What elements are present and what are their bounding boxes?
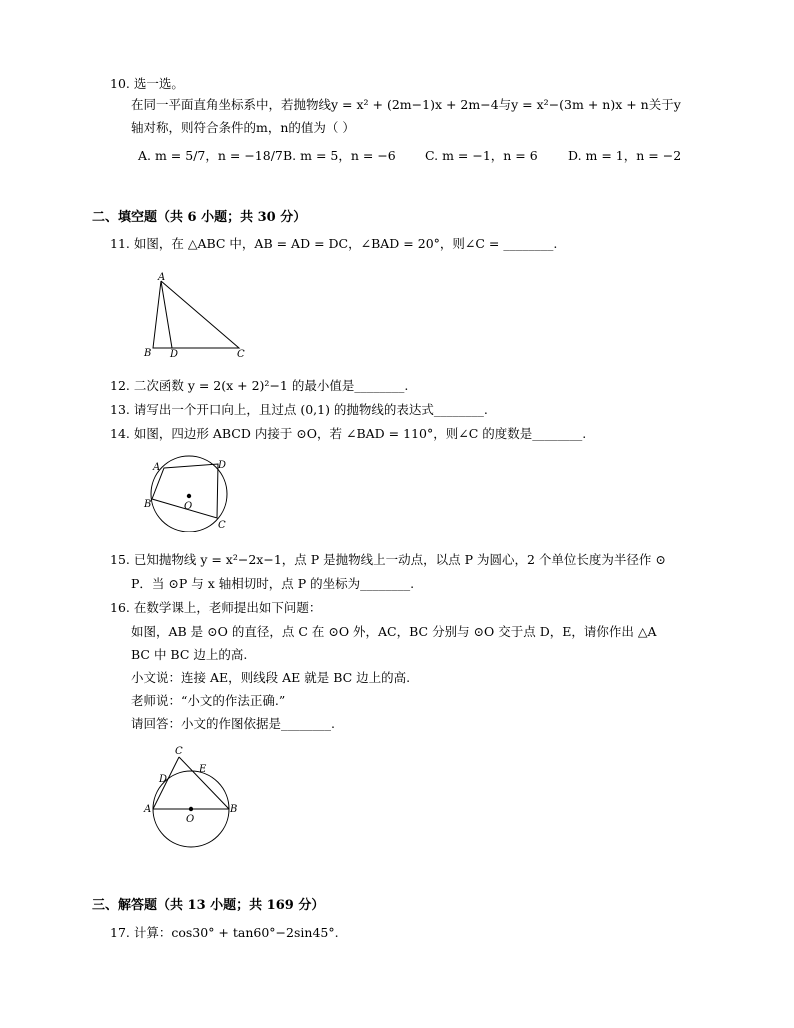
q13-text: 13. 请写出一个开口向上，且过点 (0,1) 的抛物线的表达式________.	[110, 402, 488, 417]
q15-line2: P．当 ⊙P 与 x 轴相切时，点 P 的坐标为________.	[131, 576, 415, 591]
q16-line4: 小文说：连接 AE，则线段 AE 就是 BC 边上的高.	[131, 670, 411, 685]
q16-label-b: B	[230, 804, 238, 815]
q14-label-a: A	[153, 462, 161, 473]
q14-label-c: C	[218, 520, 226, 531]
section-2-heading: 二、填空题（共 6 小题；共 30 分）	[92, 210, 307, 225]
q12-text: 12. 二次函数 y = 2(x + 2)²−1 的最小值是________.	[110, 378, 409, 393]
q16-label-a: A	[144, 804, 152, 815]
q16-circle-figure	[140, 742, 250, 852]
q10-title: 10. 选一选。	[110, 76, 184, 91]
q10-option-d: D. m = 1，n = −2	[568, 148, 682, 163]
q14-text: 14. 如图，四边形 ABCD 内接于 ⊙O，若 ∠BAD = 110°，则∠C 的度数是________.	[110, 426, 587, 441]
q14-label-d: D	[218, 460, 227, 471]
q16-line6: 请回答：小文的作图依据是________.	[131, 716, 335, 731]
q10-option-c: C. m = −1，n = 6	[425, 148, 538, 163]
q10-option-a: A. m = 5/7，n = −18/7	[138, 148, 283, 163]
q11-label-b: B	[144, 348, 152, 359]
q16-line1: 16. 在数学课上，老师提出如下问题：	[110, 600, 322, 615]
q16-label-e: E	[199, 764, 207, 775]
q16-label-c: C	[175, 746, 183, 757]
q10-stem-line2: 轴对称，则符合条件的m，n的值为（ ）	[131, 120, 355, 135]
q11-triangle-figure	[140, 270, 260, 362]
q16-line2: 如图，AB 是 ⊙O 的直径，点 C 在 ⊙O 外，AC，BC 分别与 ⊙O 交于点 D，E，请你作出 △A	[131, 624, 657, 639]
q11-text: 11. 如图，在 △ABC 中，AB = AD = DC，∠BAD = 20°，则∠C = ________.	[110, 236, 558, 251]
q16-label-d: D	[159, 774, 168, 785]
q11-label-d: D	[170, 349, 179, 360]
q10-option-b: B. m = 5，n = −6	[283, 148, 396, 163]
q16-label-o: O	[186, 814, 195, 825]
q16-line5: 老师说：“小文的作法正确.”	[131, 693, 286, 708]
q10-stem-line1: 在同一平面直角坐标系中，若抛物线y = x² + (2m−1)x + 2m−4与y = x²−(3m + n)x + n关于y	[131, 97, 681, 112]
q14-label-o: O	[184, 501, 193, 512]
q11-label-a: A	[158, 272, 166, 283]
q16-line3: BC 中 BC 边上的高.	[131, 647, 248, 662]
q17-text: 17. 计算：cos30° + tan60°−2sin45°.	[110, 925, 339, 940]
q11-label-c: C	[237, 349, 245, 360]
q14-circle-figure	[140, 452, 240, 532]
section-3-heading: 三、解答题（共 13 小题；共 169 分）	[92, 898, 325, 913]
q15-line1: 15. 已知抛物线 y = x²−2x−1，点 P 是抛物线上一动点，以点 P 为圆心，2 个单位长度为半径作 ⊙	[110, 552, 666, 567]
q14-label-b: B	[144, 499, 152, 510]
